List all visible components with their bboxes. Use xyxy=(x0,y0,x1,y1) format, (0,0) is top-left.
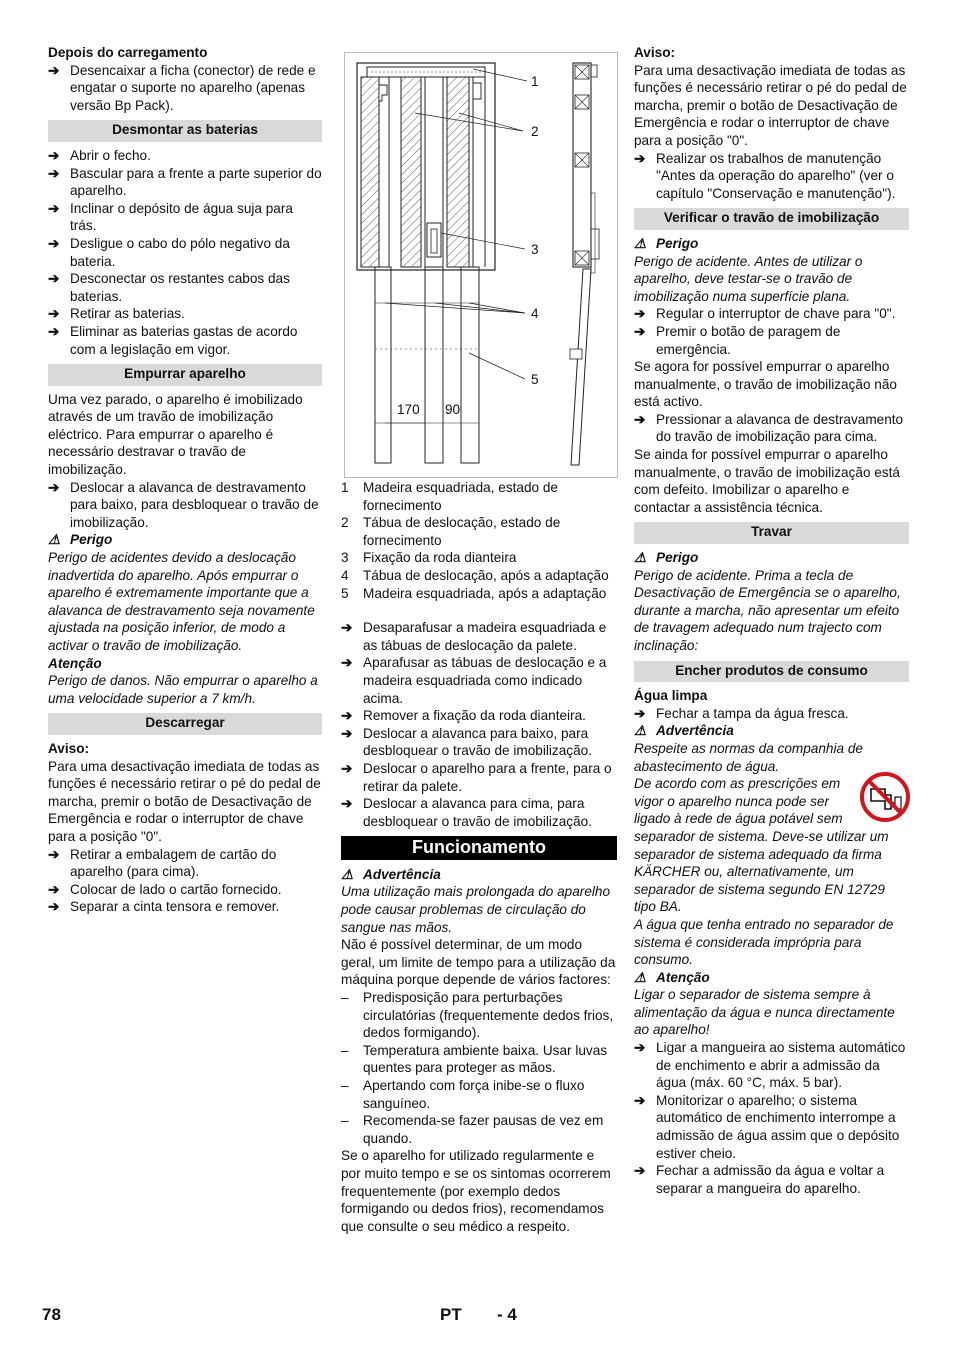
arrow-icon: ➔ xyxy=(634,1092,646,1108)
list-item: ➔ Regular o interruptor de chave para "0". xyxy=(634,306,896,322)
warning-text: Respeite as normas da companhia de abastecimento de água. xyxy=(634,740,863,774)
list-item: ➔ Monitorizar o aparelho; o sistema automático de enchimento interrompe a admissão de água assim que o depósito estiver cheio. xyxy=(634,1092,900,1161)
paragraph: Se o aparelho for utilizado regularmente e por muito tempo e se os sintomas ocorrerem frequentemente (por exemplo dedos formigando ou dedos frios), recomendamos que consulte o seu médico a respeito. xyxy=(341,1148,611,1234)
callout-5: 5 xyxy=(531,372,539,387)
dash-bullet: – xyxy=(341,990,349,1006)
list-item: ➔ Eliminar as baterias gastas de acordo com a legislação em vigor. xyxy=(48,323,298,357)
warning-text: Uma utilização mais prolongada do aparelho pode causar problemas de circulação do sangue nas mãos. xyxy=(341,884,611,935)
list-item: ➔ Fechar a tampa da água fresca. xyxy=(634,705,849,721)
paragraph: Não é possível determinar, de um modo geral, um limite de tempo para a utilização da máquina porque depende de vários factores: xyxy=(341,937,616,988)
page-footer xyxy=(0,1306,954,1330)
warning-icon: ⚠ xyxy=(634,723,647,739)
pallet-diagram xyxy=(344,52,618,478)
list-item: ➔ Deslocar a alavanca para cima, para desbloquear o travão de imobilização. xyxy=(341,796,592,829)
list-item: ➔ Desaparafusar a madeira esquadriada e as tábuas de deslocação da palete. xyxy=(341,620,607,653)
caution-text: Ligar o separador de sistema sempre à alimentação da água e nunca directamente ao aparelho! xyxy=(634,987,895,1038)
section-header-encher: Encher produtos de consumo xyxy=(634,661,909,683)
legend-item: 1 Madeira esquadriada, estado de fornecimento xyxy=(341,480,558,513)
callout-2: 2 xyxy=(531,124,539,139)
arrow-icon: ➔ xyxy=(341,760,353,776)
arrow-icon: ➔ xyxy=(48,147,60,163)
caution-heading: Atenção xyxy=(48,655,102,671)
list-item: – Recomenda-se fazer pausas de vez em quando. xyxy=(341,1113,604,1146)
list-item: ➔ Deslocar a alavanca para baixo, para desbloquear o travão de imobilização. xyxy=(341,725,592,759)
list-item: ➔ Inclinar o depósito de água suja para trás. xyxy=(48,200,293,234)
list-item: ➔ Colocar de lado o cartão fornecido. xyxy=(48,881,282,897)
subheading-agua: Água limpa xyxy=(634,688,708,704)
chapter-header-funcionamento: Funcionamento xyxy=(341,836,617,860)
arrow-icon: ➔ xyxy=(634,323,646,339)
column-middle xyxy=(341,479,617,1235)
arrow-icon: ➔ xyxy=(48,271,60,287)
dash-bullet: – xyxy=(341,1113,349,1129)
warning-text: Perigo de acidente. Antes de utilizar o aparelho, deve testar-se o travão de imobilização numa superfície plana. xyxy=(634,253,863,304)
list-item: ➔ Realizar os trabalhos de manutenção "Antes da operação do aparelho" (ver o capítulo "Conservação e manutenção"). xyxy=(634,150,896,201)
list-item: ➔ Separar a cinta tensora e remover. xyxy=(48,899,280,915)
legend-item: 4 Tábua de deslocação, após a adaptação xyxy=(341,567,609,583)
arrow-icon: ➔ xyxy=(634,411,646,427)
callout-1: 1 xyxy=(531,74,539,89)
paragraph: Para uma desactivação imediata de todas as funções é necessário retirar o pé do pedal de marcha, premir o botão de Desactivação de Emergência e rodar o interruptor de chave para a posição "0". xyxy=(48,758,321,844)
arrow-icon: ➔ xyxy=(634,1163,646,1179)
list-item: ➔ Bascular para a frente a parte superior do aparelho. xyxy=(48,165,322,199)
section-header-desmontar: Desmontar as baterias xyxy=(48,120,322,142)
list-item: ➔ Desencaixar a ficha (conector) de rede e engatar o suporte no aparelho (apenas versão Bp Pack). xyxy=(48,62,316,113)
callout-3: 3 xyxy=(531,242,539,257)
column-left xyxy=(48,44,322,916)
section-header-descarregar: Descarregar xyxy=(48,713,322,735)
notice-heading: Aviso: xyxy=(48,740,90,756)
arrow-icon: ➔ xyxy=(341,620,353,636)
list-item: ➔ Fechar a admissão da água e voltar a separar a mangueira do aparelho. xyxy=(634,1163,885,1196)
dimension-90: 90 xyxy=(445,402,461,417)
warning-text: Perigo de acidente. Prima a tecla de Desactivação de Emergência se o aparelho, durante a marcha, não apresentar um efeito de travagem adequado num trajecto com inclinação: xyxy=(634,567,901,653)
list-item: ➔ Aparafusar as tábuas de deslocação e a madeira esquadriada como indicado acima. xyxy=(341,655,607,706)
arrow-icon: ➔ xyxy=(634,705,646,721)
arrow-icon: ➔ xyxy=(48,323,60,339)
list-item: – Predisposição para perturbações circulatórias (frequentemente dedos frios, dedos formigando). xyxy=(341,990,614,1041)
arrow-icon: ➔ xyxy=(341,796,353,812)
list-item: ➔ Pressionar a alavanca de destravamento do travão de imobilização para cima. xyxy=(634,411,904,445)
dash-bullet: – xyxy=(341,1042,349,1058)
dash-bullet: – xyxy=(341,1078,349,1093)
arrow-icon: ➔ xyxy=(48,200,60,216)
arrow-icon: ➔ xyxy=(634,150,646,166)
arrow-icon: ➔ xyxy=(48,165,60,181)
warning-text: De acordo com as prescrições em vigor o aparelho nunca pode ser ligado à rede de água potável sem separador de sistema. Deve-se utilizar um separador de sistema adequado da firma KÄRCHER ou, alternativamente, um separador de sistema segundo EN 12729 tipo BA. xyxy=(634,776,889,915)
warning-icon: ⚠ xyxy=(48,532,61,548)
list-item: ➔ Deslocar o aparelho para a frente, para o retirar da palete. xyxy=(341,760,612,794)
paragraph: Para uma desactivação imediata de todas as funções é necessário retirar o pé do pedal de marcha, premir o botão de Desactivação de Emergência e rodar o interruptor de chave para a posição "0". xyxy=(634,62,907,148)
warning-block xyxy=(634,775,909,916)
arrow-icon: ➔ xyxy=(341,655,353,671)
section-header-travar: Travar xyxy=(634,522,909,544)
legend-item: 2 Tábua de deslocação, estado de fornecimento xyxy=(341,515,561,548)
list-item: ➔ Premir o botão de paragem de emergência. xyxy=(634,323,841,357)
paragraph: Se agora for possível empurrar o aparelho manualmente, o travão de imobilização não está activo. xyxy=(634,359,897,410)
arrow-icon: ➔ xyxy=(48,479,60,495)
arrow-icon: ➔ xyxy=(341,725,353,741)
list-item: – Apertando com força inibe-se o fluxo sanguíneo. xyxy=(341,1078,585,1111)
caution-text: Perigo de danos. Não empurrar o aparelho a uma velocidade superior a 7 km/h. xyxy=(48,673,318,706)
arrow-icon: ➔ xyxy=(48,881,60,897)
arrow-icon: ➔ xyxy=(48,846,60,862)
no-drinking-water-connection-icon xyxy=(859,771,911,823)
list-item: ➔ Desligue o cabo do pólo negativo da bateria. xyxy=(48,235,290,269)
warning-icon: ⚠ xyxy=(634,235,647,251)
legend-item: 3 Fixação da roda dianteira xyxy=(341,550,517,566)
paragraph: Uma vez parado, o aparelho é imobilizado através de um travão de imobilização eléctrico. Para empurrar o aparelho é necessário destravar o travão de imobilização. xyxy=(48,391,303,478)
warning-heading: ⚠ Perigo xyxy=(634,235,699,251)
list-item: ➔ Deslocar a alavanca de destravamento para baixo, para desbloquear o travão de imobilização. xyxy=(48,479,319,530)
arrow-icon: ➔ xyxy=(48,899,60,915)
callout-4: 4 xyxy=(531,306,539,321)
list-item: ➔ Abrir o fecho. xyxy=(48,147,151,163)
arrow-icon: ➔ xyxy=(634,306,646,322)
warning-icon: ⚠ xyxy=(634,550,647,566)
list-item: ➔ Retirar as baterias. xyxy=(48,306,185,322)
arrow-icon: ➔ xyxy=(341,708,353,724)
warning-icon: ⚠ xyxy=(634,969,647,985)
arrow-icon: ➔ xyxy=(48,62,60,78)
column-right xyxy=(634,44,909,1197)
warning-heading: ⚠ Perigo xyxy=(48,532,113,548)
list-item: – Temperatura ambiente baixa. Usar luvas quentes para proteger as mãos. xyxy=(341,1042,608,1076)
arrow-icon: ➔ xyxy=(48,306,60,322)
sub-page-number: - 4 xyxy=(497,1305,517,1324)
arrow-icon: ➔ xyxy=(634,1040,646,1056)
warning-text: A água que tenha entrado no separador de sistema é considerada imprópria para consumo. xyxy=(634,916,894,968)
section-header-verificar: Verificar o travão de imobilização xyxy=(634,208,909,230)
warning-text: Perigo de acidentes devido a deslocação inadvertida do aparelho. Após empurrar o aparelho é extremamente importante que a alavanca de destravamento seja novamente ajustada na posição inferior, de modo a activar o travão de imobilização. xyxy=(48,550,315,653)
caution-heading: ⚠ Atenção xyxy=(634,969,710,985)
list-item: ➔ Retirar a embalagem de cartão do aparelho (para cima). xyxy=(48,846,277,880)
list-item: ➔ Ligar a mangueira ao sistema automático de enchimento e abrir a admissão da água (máx. 60 °C, máx. 5 bar). xyxy=(634,1040,906,1091)
heading-depois: Depois do carregamento xyxy=(48,45,208,60)
notice-heading: Aviso: xyxy=(634,45,676,60)
page-number: 78 xyxy=(42,1305,61,1324)
section-header-empurrar: Empurrar aparelho xyxy=(48,364,322,386)
list-item: ➔ Remover a fixação da roda dianteira. xyxy=(341,708,586,724)
warning-icon: ⚠ xyxy=(341,866,354,882)
arrow-icon: ➔ xyxy=(48,235,60,251)
warning-heading: ⚠ Advertência xyxy=(634,723,734,739)
list-item: ➔ Desconectar os restantes cabos das baterias. xyxy=(48,271,290,304)
language-code: PT xyxy=(440,1305,462,1324)
pallet-drawing xyxy=(345,53,617,477)
warning-heading: ⚠ Advertência xyxy=(341,866,441,882)
warning-heading: ⚠ Perigo xyxy=(634,550,699,566)
dimension-170: 170 xyxy=(397,402,420,417)
paragraph: Se ainda for possível empurrar o aparelho manualmente, o travão de imobilização está com defeito. Imobilizar o aparelho e contactar a assistência técnica. xyxy=(634,447,900,515)
legend-item: 5 Madeira esquadriada, após a adaptação xyxy=(341,585,607,601)
